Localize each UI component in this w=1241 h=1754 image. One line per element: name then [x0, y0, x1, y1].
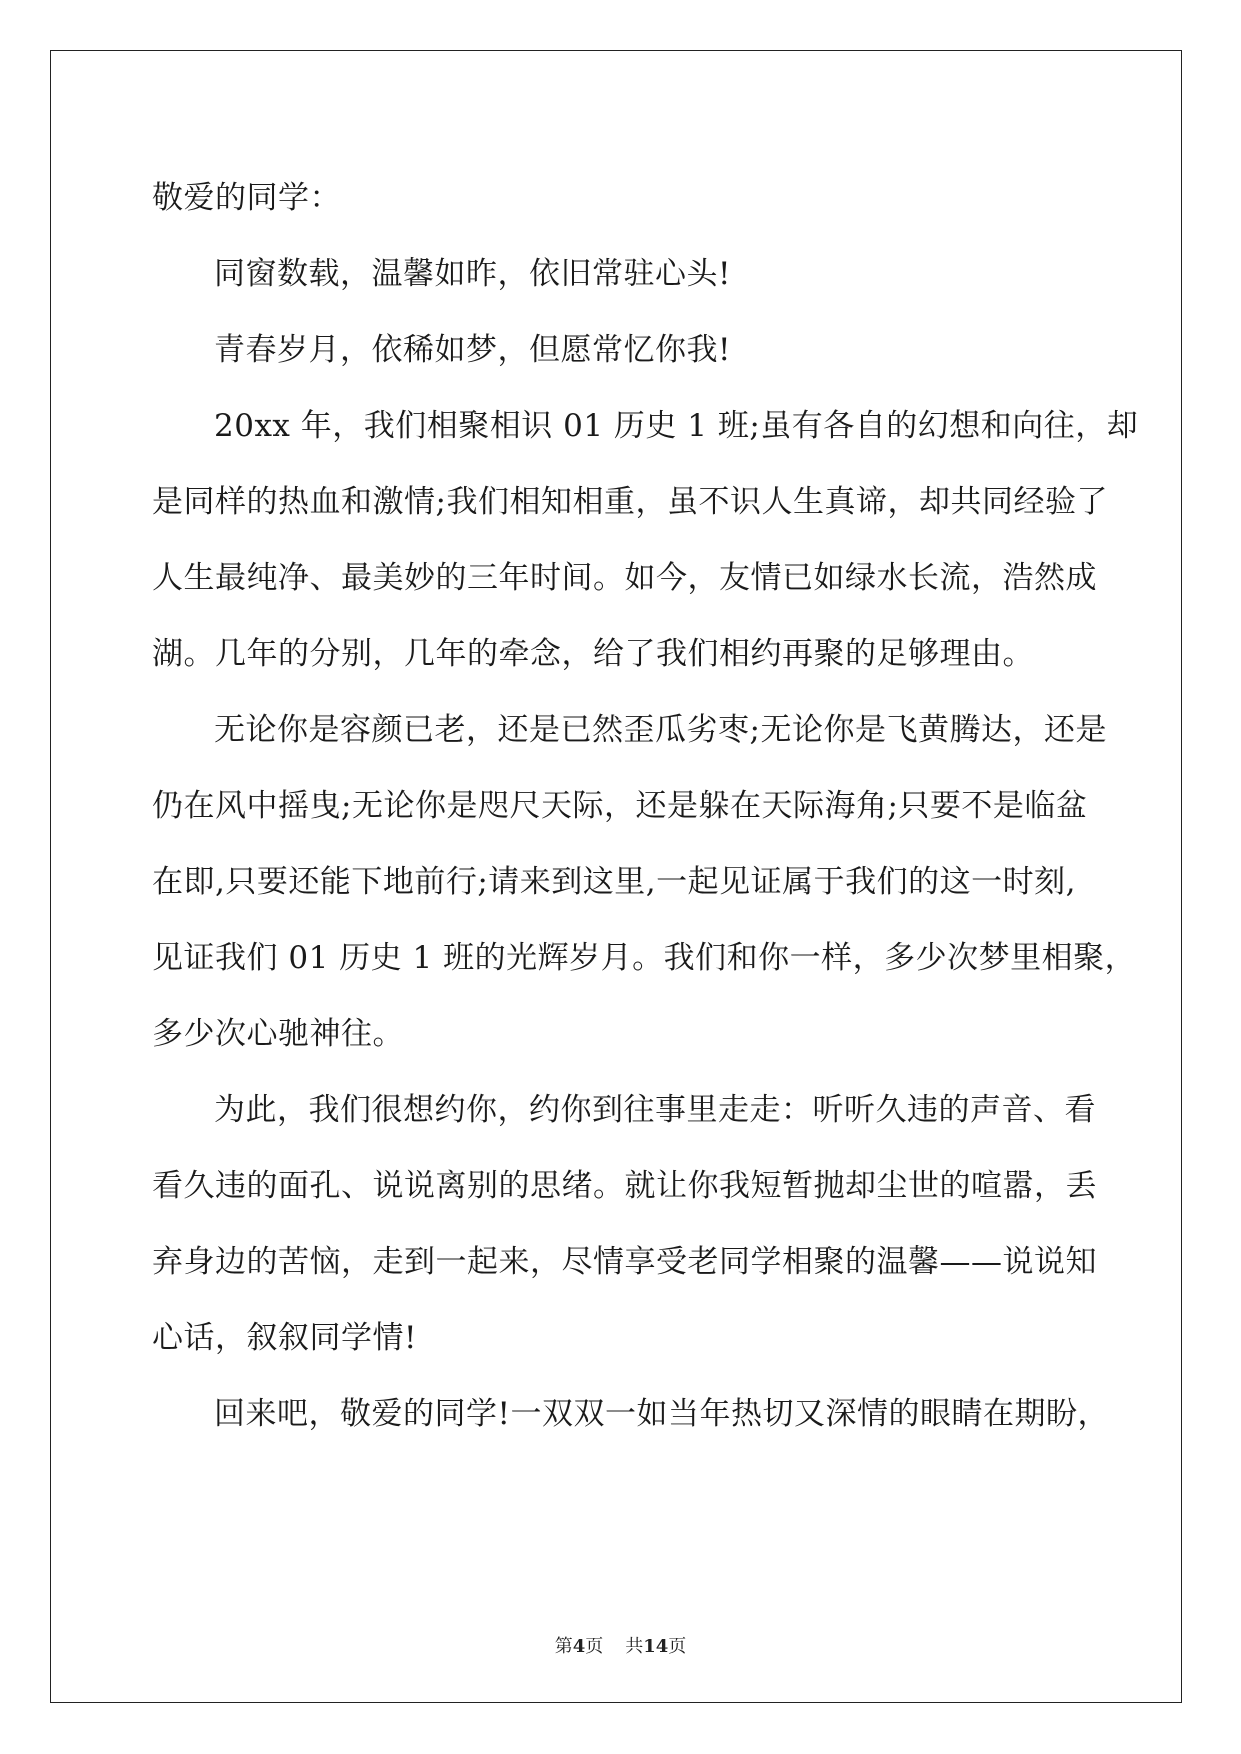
paragraph-line: 心话，叙叙同学情! [152, 1320, 417, 1356]
paragraph-line: 同窗数载，温馨如昨，依旧常驻心头! [214, 256, 731, 292]
paragraph-line: 为此，我们很想约你，约你到往事里走走：听听久违的声音、看 [214, 1092, 1096, 1128]
paragraph-line: 在即,只要还能下地前行;请来到这里,一起见证属于我们的这一时刻, [152, 864, 1077, 900]
paragraph-line: 是同样的热血和激情;我们相知相重，虽不识人生真谛，却共同经验了 [152, 484, 1108, 520]
total-prefix: 共 [625, 1636, 644, 1657]
paragraph-line: 仍在风中摇曳;无论你是咫尺天际，还是躲在天际海角;只要不是临盆 [152, 788, 1088, 824]
page-total: 14 [643, 1636, 669, 1657]
total-suffix: 页 [668, 1636, 687, 1657]
salutation: 敬爱的同学： [152, 180, 341, 216]
paragraph-line: 看久违的面孔、说说离别的思绪。就让你我短暂抛却尘世的喧嚣，丢 [152, 1168, 1097, 1204]
paragraph-line: 20xx 年，我们相聚相识 01 历史 1 班;虽有各自的幻想和向往，却 [214, 408, 1139, 444]
page-suffix: 页 [585, 1636, 604, 1657]
page-current: 4 [572, 1636, 586, 1657]
paragraph-line: 弃身边的苦恼，走到一起来，尽情享受老同学相聚的温馨——说说知 [152, 1244, 1097, 1280]
paragraph-line: 见证我们 01 历史 1 班的光辉岁月。我们和你一样，多少次梦里相聚， [152, 940, 1137, 976]
paragraph-line: 无论你是容颜已老，还是已然歪瓜劣枣;无论你是飞黄腾达，还是 [214, 712, 1107, 748]
paragraph-line: 多少次心驰神往。 [152, 1016, 404, 1052]
page-prefix: 第 [554, 1636, 573, 1657]
paragraph-line: 青春岁月，依稀如梦，但愿常忆你我! [214, 332, 731, 368]
paragraph-line: 人生最纯净、最美妙的三年时间。如今，友情已如绿水长流，浩然成 [152, 560, 1097, 596]
page-footer [0, 1632, 1241, 1658]
paragraph-line: 湖。几年的分别，几年的牵念，给了我们相约再聚的足够理由。 [152, 636, 1034, 672]
paragraph-line: 回来吧，敬爱的同学!一双双一如当年热切又深情的眼睛在期盼， [214, 1396, 1109, 1432]
document-body [152, 160, 1139, 1452]
